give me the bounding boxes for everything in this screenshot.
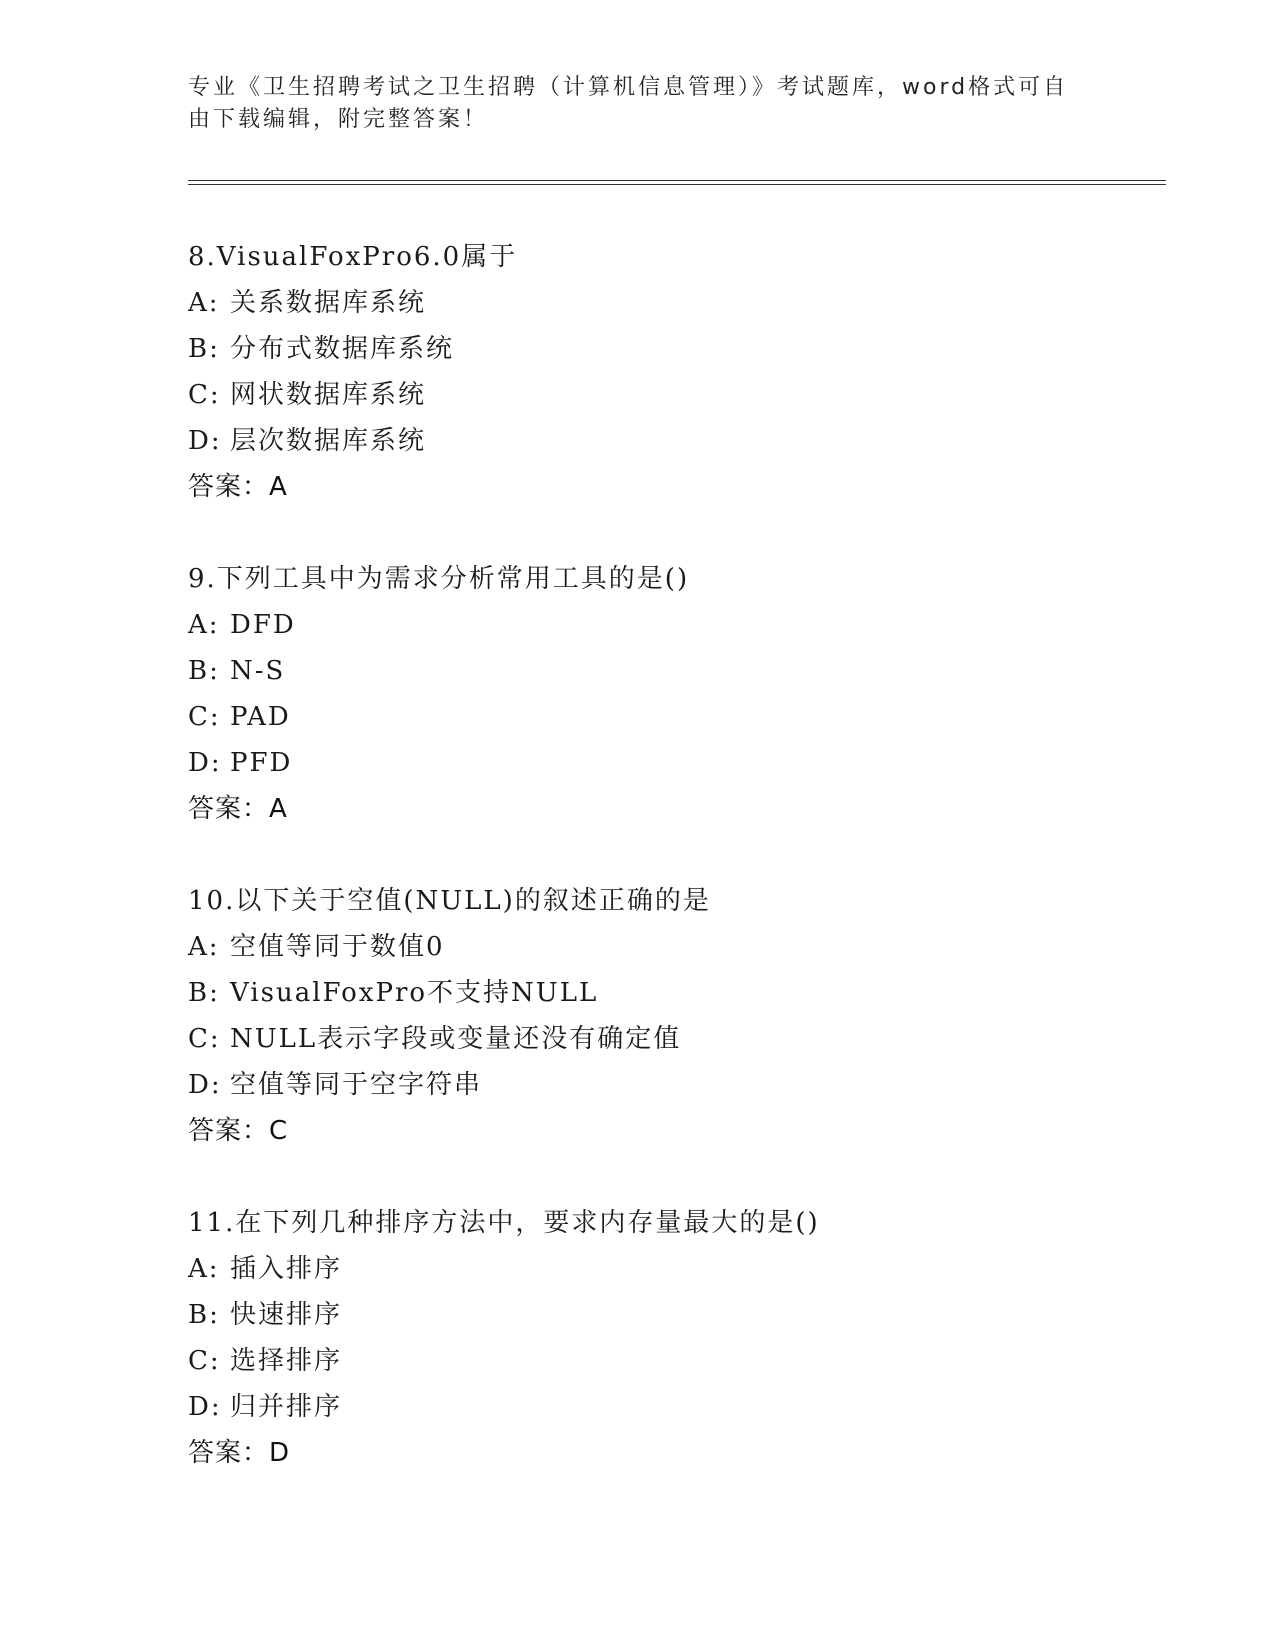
header-line-2: 由下载编辑，附完整答案！ [188, 107, 489, 132]
option-text: 层次数据库系统 [230, 426, 427, 456]
option-text: DFD [230, 610, 296, 640]
question-9 [188, 556, 1148, 832]
option-a [188, 602, 1148, 648]
question-list [188, 234, 1148, 1522]
header-divider-top [188, 180, 1166, 181]
option-letter: B: [188, 978, 220, 1008]
option-c [188, 372, 1148, 418]
option-d [188, 1384, 1148, 1430]
question-stem: 9.下列工具中为需求分析常用工具的是() [188, 564, 690, 594]
option-text: 网状数据库系统 [230, 380, 427, 410]
answer-line: 答案：A [188, 794, 288, 824]
option-c [188, 694, 1148, 740]
option-letter: D: [188, 426, 222, 456]
option-text: 关系数据库系统 [230, 288, 427, 318]
header-divider-bottom [188, 184, 1166, 185]
option-letter: A: [188, 288, 220, 318]
option-letter: C: [188, 1346, 221, 1376]
option-text: 空值等同于数值0 [230, 932, 445, 962]
option-b [188, 648, 1148, 694]
option-letter: B: [188, 334, 220, 364]
option-letter: A: [188, 610, 220, 640]
option-letter: B: [188, 656, 220, 686]
option-letter: A: [188, 932, 220, 962]
option-d [188, 418, 1148, 464]
question-11 [188, 1200, 1148, 1476]
option-letter: C: [188, 702, 221, 732]
answer-line: 答案：D [188, 1438, 291, 1468]
option-a [188, 1246, 1148, 1292]
option-a [188, 280, 1148, 326]
option-text: N-S [230, 656, 286, 686]
question-stem: 10.以下关于空值(NULL)的叙述正确的是 [188, 886, 711, 916]
option-text: 选择排序 [230, 1346, 343, 1376]
question-stem: 8.VisualFoxPro6.0属于 [188, 242, 518, 272]
question-stem: 11.在下列几种排序方法中，要求内存量最大的是() [188, 1208, 820, 1238]
option-b [188, 970, 1148, 1016]
option-c [188, 1338, 1148, 1384]
option-text: VisualFoxPro不支持NULL [230, 978, 599, 1008]
option-text: 快速排序 [230, 1300, 343, 1330]
header-line-1: 专业《卫生招聘考试之卫生招聘（计算机信息管理）》考试题库，word格式可自 [188, 75, 1069, 100]
option-letter: C: [188, 1024, 221, 1054]
option-text: PAD [230, 702, 291, 732]
option-c [188, 1016, 1148, 1062]
option-letter: A: [188, 1254, 220, 1284]
option-text: PFD [230, 748, 293, 778]
option-letter: B: [188, 1300, 220, 1330]
question-10 [188, 878, 1148, 1154]
question-8 [188, 234, 1148, 510]
option-text: 分布式数据库系统 [230, 334, 455, 364]
option-d [188, 1062, 1148, 1108]
option-letter: D: [188, 1392, 222, 1422]
document-header [188, 72, 1088, 136]
option-text: 归并排序 [230, 1392, 343, 1422]
option-text: NULL表示字段或变量还没有确定值 [230, 1024, 682, 1054]
option-b [188, 1292, 1148, 1338]
option-text: 空值等同于空字符串 [230, 1070, 483, 1100]
option-text: 插入排序 [230, 1254, 343, 1284]
option-letter: D: [188, 748, 222, 778]
option-b [188, 326, 1148, 372]
option-letter: D: [188, 1070, 222, 1100]
answer-line: 答案：C [188, 1116, 289, 1146]
option-d [188, 740, 1148, 786]
option-a [188, 924, 1148, 970]
option-letter: C: [188, 380, 221, 410]
answer-line: 答案：A [188, 472, 288, 502]
